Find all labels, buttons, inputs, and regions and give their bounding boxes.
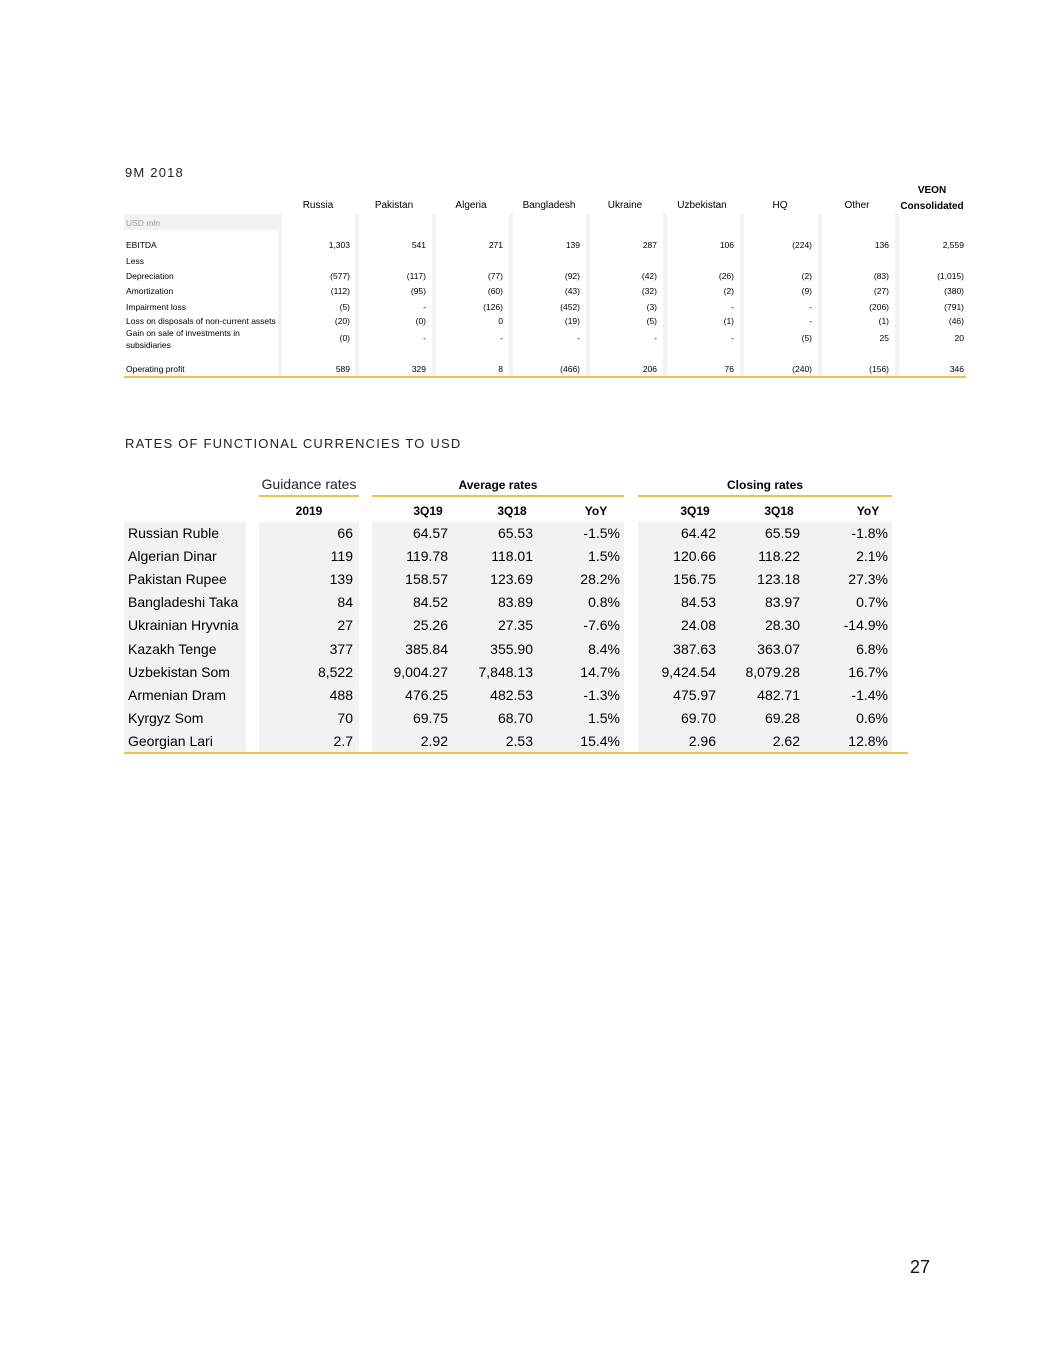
rate-value: 27.3% <box>848 571 888 588</box>
cell-value: (0) <box>415 316 426 326</box>
currency-label: Pakistan Rupee <box>128 571 227 588</box>
rate-value: 482.53 <box>490 686 533 703</box>
row-label: Gain on sale of investments in <box>126 328 240 338</box>
rate-value: 120.66 <box>673 548 716 565</box>
rate-value: 2.1% <box>856 548 888 565</box>
rate-value: 119 <box>330 548 353 565</box>
rate-value: 83.97 <box>764 594 800 611</box>
cell-value: 287 <box>642 240 657 250</box>
cell-value: - <box>731 302 734 312</box>
segment-operating-profit-table <box>124 180 966 380</box>
cell-value: (27) <box>873 286 889 296</box>
rate-value: 123.69 <box>490 571 533 588</box>
column-header: Consolidated <box>900 201 964 212</box>
cell-value: (452) <box>560 302 580 312</box>
cell-value: - <box>809 302 812 312</box>
cell-value: (2) <box>801 271 812 281</box>
cell-value: (224) <box>792 240 812 250</box>
row-label: EBITDA <box>126 240 157 250</box>
rate-value: 64.42 <box>680 525 716 541</box>
row-label: Amortization <box>126 286 174 296</box>
rate-value: 9,424.54 <box>661 663 716 680</box>
cell-value: 271 <box>488 240 503 250</box>
subheader: YoY <box>584 504 608 518</box>
rate-value: 363.07 <box>757 640 800 657</box>
subheader: 3Q19 <box>413 504 443 518</box>
guidance-rates-header: Guidance rates <box>261 476 357 492</box>
rate-value: 355.90 <box>490 640 533 657</box>
cell-value: (466) <box>560 364 580 374</box>
subheader: 2019 <box>295 504 323 518</box>
column-header: Other <box>844 200 870 211</box>
cell-value: (126) <box>483 302 503 312</box>
rate-value: 84.53 <box>680 594 716 611</box>
rate-value: 66 <box>337 525 353 541</box>
currency-label: Kazakh Tenge <box>128 640 217 657</box>
currency-label: Armenian Dram <box>128 686 227 703</box>
cell-value: (9) <box>801 286 812 296</box>
cell-value: (5) <box>339 302 350 312</box>
rate-value: -14.9% <box>843 617 888 634</box>
currency-label: Russian Ruble <box>128 525 220 541</box>
rate-value: 28.30 <box>764 617 800 634</box>
cell-value: (20) <box>334 316 350 326</box>
row-label: Operating profit <box>126 364 185 374</box>
cell-value: (791) <box>944 302 964 312</box>
currency-label: Bangladeshi Taka <box>128 594 239 611</box>
cell-value: (577) <box>330 271 350 281</box>
rate-value: 70 <box>337 709 353 726</box>
rate-value: 84.52 <box>412 594 448 611</box>
column-header: Pakistan <box>374 200 414 211</box>
average-rates-header: Average rates <box>458 478 538 492</box>
table-bottom-rule <box>124 752 908 754</box>
column-header: Ukraine <box>607 200 643 211</box>
cell-value: (2) <box>723 286 734 296</box>
veon-header-line1: VEON <box>917 185 947 196</box>
rate-value: 12.8% <box>848 732 888 749</box>
cell-value: (1) <box>723 316 734 326</box>
currency-label: Ukrainian Hryvnia <box>128 617 239 634</box>
rate-value: 84 <box>337 594 353 611</box>
column-header: Uzbekistan <box>677 200 727 211</box>
currency-label: Kyrgyz Som <box>128 709 204 726</box>
rate-value: 6.8% <box>856 640 888 657</box>
cell-value: 25 <box>879 333 889 343</box>
rate-value: 8,522 <box>317 663 353 680</box>
rate-value: -1.5% <box>583 525 620 541</box>
rate-value: 28.2% <box>580 571 620 588</box>
rate-value: 0.6% <box>856 709 888 726</box>
rate-value: 488 <box>329 686 353 703</box>
rate-value: 119.78 <box>406 548 448 565</box>
cell-value: (92) <box>564 271 580 281</box>
currency-label: Uzbekistan Som <box>128 663 230 680</box>
page-number: 27 <box>910 1257 931 1277</box>
rate-value: 24.08 <box>680 617 716 634</box>
rate-value: -1.8% <box>851 525 888 541</box>
cell-value: (19) <box>564 316 580 326</box>
rate-value: 156.75 <box>673 571 716 588</box>
row-label: Depreciation <box>126 271 174 281</box>
cell-value: (5) <box>646 316 657 326</box>
cell-value: 2,559 <box>942 240 964 250</box>
rate-value: 15.4% <box>580 732 620 749</box>
closing-underline <box>638 495 892 497</box>
cell-value: 20 <box>954 333 964 343</box>
cell-value: 139 <box>565 240 580 250</box>
cell-value: 206 <box>642 364 657 374</box>
rate-value: 25.26 <box>412 617 448 634</box>
cell-value: 1,303 <box>328 240 350 250</box>
currency-label: Algerian Dinar <box>128 548 217 565</box>
cell-value: 346 <box>949 364 964 374</box>
cell-value: (26) <box>718 271 734 281</box>
units-label: USD mln <box>126 218 161 228</box>
rate-value: 14.7% <box>580 663 620 680</box>
cell-value: (46) <box>948 316 964 326</box>
rate-value: 377 <box>329 640 353 657</box>
subheader: 3Q18 <box>764 504 794 518</box>
rate-value: 69.28 <box>764 709 800 726</box>
rate-value: 8.4% <box>588 640 620 657</box>
rate-value: 16.7% <box>848 663 888 680</box>
cell-value: (77) <box>487 271 503 281</box>
cell-value: (43) <box>564 286 580 296</box>
average-underline <box>372 495 624 497</box>
subheader: 3Q18 <box>497 504 527 518</box>
currency-label: Georgian Lari <box>128 732 213 749</box>
cell-value: (3) <box>646 302 657 312</box>
cell-value: 0 <box>498 316 503 326</box>
rate-value: 123.18 <box>757 571 800 588</box>
cell-value: - <box>423 302 426 312</box>
rate-value: 2.96 <box>688 732 716 749</box>
section-title-currency-rates: RATES OF FUNCTIONAL CURRENCIES TO USD <box>125 436 462 451</box>
subheader: 3Q19 <box>680 504 710 518</box>
cell-value: 329 <box>411 364 426 374</box>
column-header: HQ <box>772 200 788 211</box>
rate-value: 387.63 <box>673 640 716 657</box>
rate-value: 1.5% <box>588 709 620 726</box>
row-label: Loss on disposals of non-current assets <box>126 316 276 326</box>
cell-value: - <box>423 333 426 343</box>
cell-value: (206) <box>869 302 889 312</box>
rate-value: -1.4% <box>851 686 888 703</box>
cell-value: (1,015) <box>937 271 964 281</box>
cell-value: (380) <box>944 286 964 296</box>
currency-rates-table <box>124 476 908 756</box>
rate-value: 158.57 <box>405 571 448 588</box>
cell-value: (1) <box>878 316 889 326</box>
rate-value: 118.22 <box>758 548 800 565</box>
rate-value: 83.89 <box>497 594 533 611</box>
cell-value: (95) <box>410 286 426 296</box>
cell-value: (240) <box>792 364 812 374</box>
rate-value: 68.70 <box>497 709 533 726</box>
rate-value: 0.8% <box>588 594 620 611</box>
cell-value: 541 <box>411 240 426 250</box>
rate-value: 27 <box>337 617 353 634</box>
cell-value: (117) <box>406 271 426 281</box>
cell-value: - <box>654 333 657 343</box>
rate-value: 1.5% <box>588 548 620 565</box>
cell-value: - <box>731 333 734 343</box>
closing-rates-header: Closing rates <box>726 478 804 492</box>
rate-value: 27.35 <box>497 617 533 634</box>
cell-value: (112) <box>330 286 350 296</box>
rate-value: 7,848.13 <box>478 663 533 680</box>
rate-value: 64.57 <box>412 525 448 541</box>
cell-value: - <box>577 333 580 343</box>
row-label: Impairment loss <box>126 302 186 312</box>
cell-value: (32) <box>641 286 657 296</box>
cell-value: 589 <box>335 364 350 374</box>
rate-value: 0.7% <box>856 594 888 611</box>
rate-value: 2.92 <box>420 732 448 749</box>
rate-value: 8,079.28 <box>745 663 800 680</box>
rate-value: 2.62 <box>772 732 800 749</box>
row-label: Less <box>126 256 144 266</box>
column-header: Russia <box>302 200 334 211</box>
rate-value: 2.7 <box>333 732 353 749</box>
cell-value: - <box>500 333 503 343</box>
rate-value: 69.70 <box>680 709 716 726</box>
rate-value: -7.6% <box>583 617 620 634</box>
subheader: YoY <box>856 504 880 518</box>
column-header: Algeria <box>455 200 487 211</box>
cell-value: (83) <box>873 271 889 281</box>
rate-value: 482.71 <box>757 686 800 703</box>
rate-value: 69.75 <box>412 709 448 726</box>
rate-value: 65.59 <box>764 525 800 541</box>
rate-value: 65.53 <box>497 525 533 541</box>
rate-value: -1.3% <box>583 686 620 703</box>
column-header: Bangladesh <box>522 200 576 211</box>
cell-value: (42) <box>641 271 657 281</box>
cell-value: 106 <box>719 240 734 250</box>
rate-value: 475.97 <box>673 686 716 703</box>
rate-value: 9,004.27 <box>393 663 448 680</box>
cell-value: (5) <box>801 333 812 343</box>
row-label-cont: subsidiaries <box>126 340 171 350</box>
cell-value: 136 <box>874 240 889 250</box>
guidance-underline <box>259 495 359 497</box>
cell-value: 8 <box>498 364 503 374</box>
table-bottom-rule <box>124 376 966 378</box>
rate-value: 139 <box>329 571 353 588</box>
cell-value: (156) <box>869 364 889 374</box>
cell-value: 76 <box>724 364 734 374</box>
cell-value: (0) <box>339 333 350 343</box>
rate-value: 2.53 <box>505 732 533 749</box>
rate-value: 118.01 <box>491 548 533 565</box>
section-title-9m-2018: 9M 2018 <box>125 165 184 180</box>
rate-value: 476.25 <box>405 686 448 703</box>
rate-value: 385.84 <box>405 640 448 657</box>
cell-value: (60) <box>487 286 503 296</box>
cell-value: - <box>809 316 812 326</box>
